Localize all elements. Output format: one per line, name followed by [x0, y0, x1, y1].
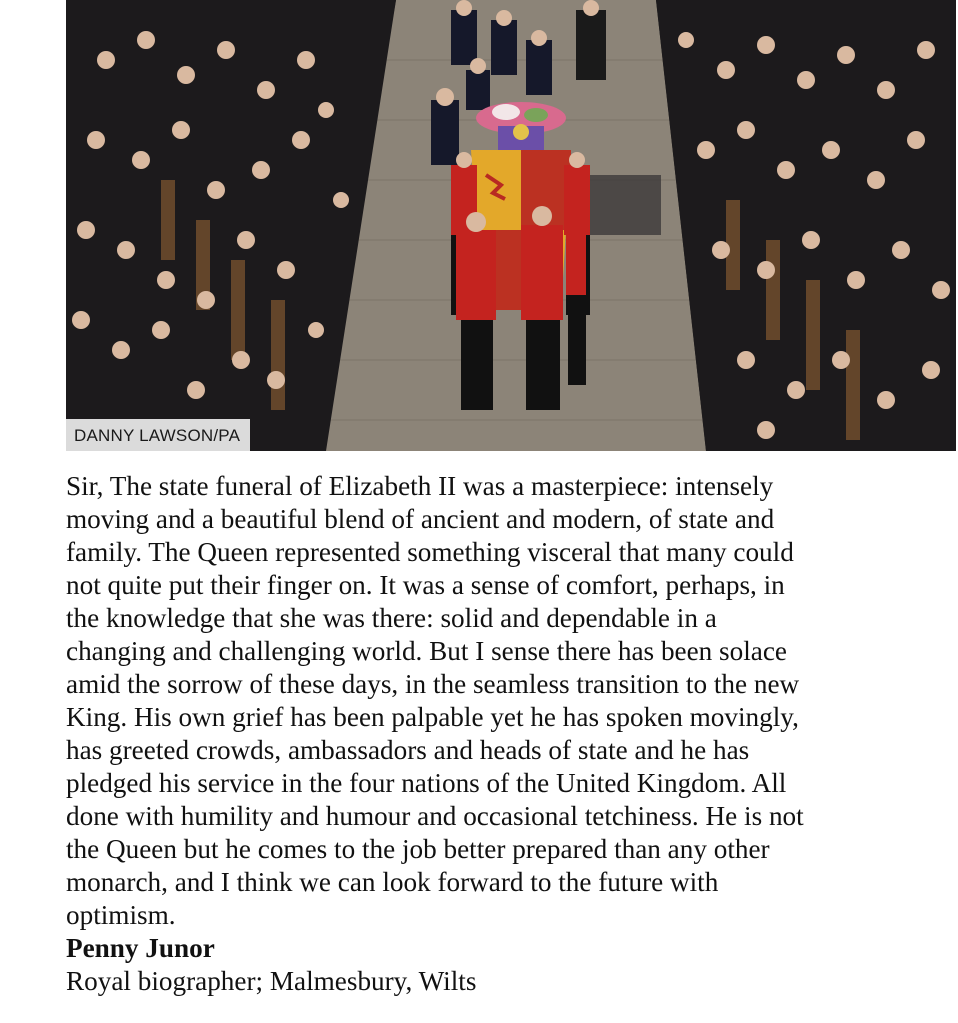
- letter-line: optimism.: [66, 900, 176, 930]
- news-photo: [66, 0, 956, 451]
- letter-line: the Queen but he comes to the job better prepared than any other: [66, 834, 770, 864]
- letter-line: moving and a beautiful blend of ancient and modern, of state and: [66, 504, 775, 534]
- letter-line: the knowledge that she was there: solid and dependable in a: [66, 603, 717, 633]
- letter-line: King. His own grief has been palpable yet he has spoken movingly,: [66, 702, 799, 732]
- letter-line: monarch, and I think we can look forward to the future with: [66, 867, 719, 897]
- letter-line: done with humility and humour and occasional tetchiness. He is not: [66, 801, 804, 831]
- funeral-procession-image: [66, 0, 956, 451]
- letter-author: Penny Junor: [66, 933, 215, 963]
- letter-byline: Royal biographer; Malmesbury, Wilts: [66, 966, 477, 996]
- letter-line: family. The Queen represented something visceral that many could: [66, 537, 794, 567]
- letter-line: Sir, The state funeral of Elizabeth II was a masterpiece: intensely: [66, 471, 774, 501]
- letter-line: pledged his service in the four nations of the United Kingdom. All: [66, 768, 787, 798]
- letter-line: not quite put their finger on. It was a sense of comfort, perhaps, in: [66, 570, 785, 600]
- letter-line: amid the sorrow of these days, in the seamless transition to the new: [66, 669, 800, 699]
- letter-section: [66, 470, 956, 998]
- letter-line: has greeted crowds, ambassadors and heads of state and he has: [66, 735, 750, 765]
- photo-credit: DANNY LAWSON/PA: [66, 419, 250, 451]
- letter-body: [66, 470, 956, 932]
- letter-line: changing and challenging world. But I sense there has been solace: [66, 636, 787, 666]
